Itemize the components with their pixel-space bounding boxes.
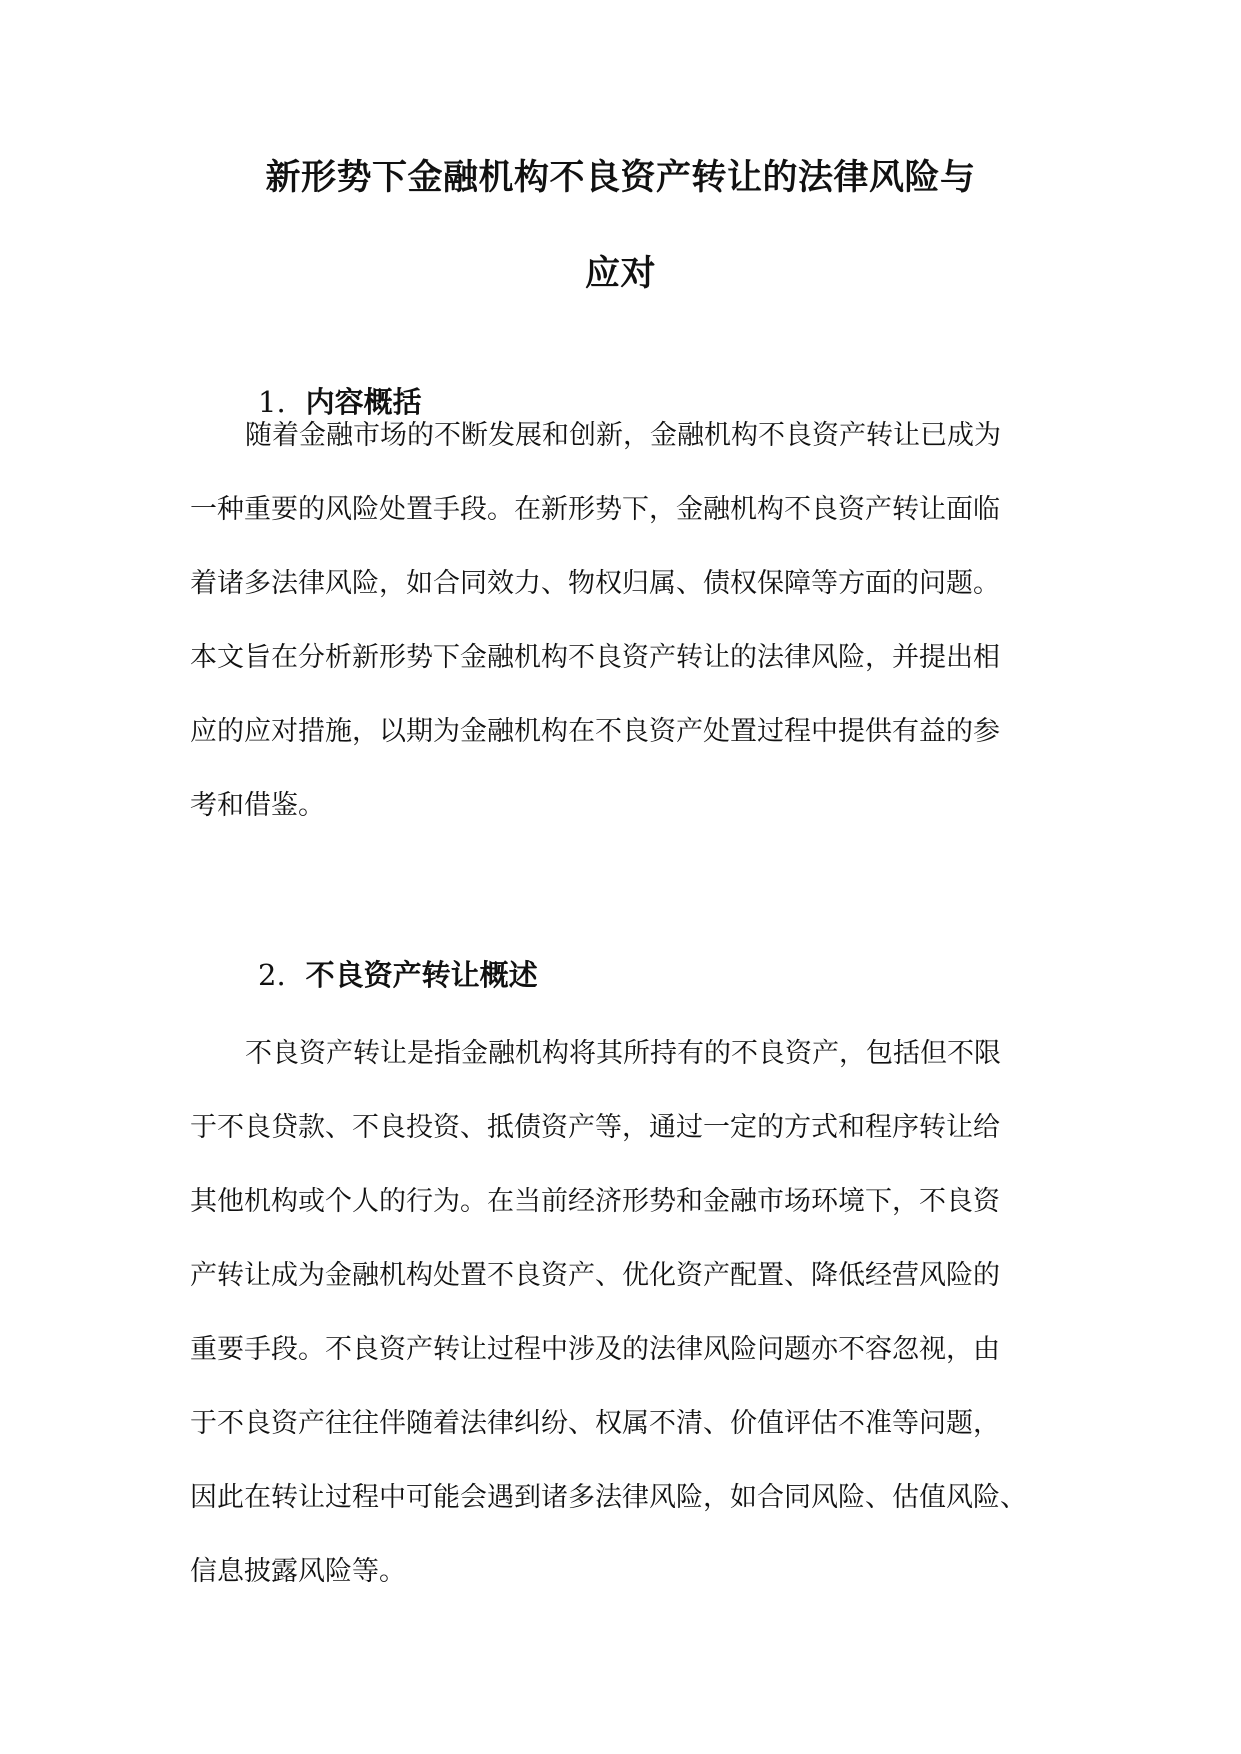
paragraph-line: 着诸多法律风险，如合同效力、物权归属、债权保障等方面的问题。: [190, 568, 1000, 599]
section-1-title: 内容概括: [305, 385, 422, 419]
section-2-number: 2.: [258, 958, 286, 992]
paragraph-line: 信息披露风险等。: [190, 1556, 406, 1587]
paragraph-line: 重要手段。不良资产转让过程中涉及的法律风险问题亦不容忽视，由: [190, 1334, 1000, 1365]
document-title-line-2: 应对: [584, 254, 656, 294]
paragraph-line: 其他机构或个人的行为。在当前经济形势和金融市场环境下，不良资: [190, 1186, 1000, 1217]
paragraph-line: 应的应对措施，以期为金融机构在不良资产处置过程中提供有益的参: [190, 716, 1000, 747]
paragraph-line: 于不良资产往往伴随着法律纠纷、权属不清、价值评估不准等问题，: [190, 1408, 1000, 1439]
section-2-title: 不良资产转让概述: [305, 958, 538, 992]
paragraph-line: 随着金融市场的不断发展和创新，金融机构不良资产转让已成为: [245, 420, 1001, 451]
section-1-heading: [258, 384, 422, 420]
paragraph-line: 因此在转让过程中可能会遇到诸多法律风险，如合同风险、估值风险、: [190, 1482, 1027, 1513]
section-2-heading: [258, 957, 538, 993]
document-title-line-1: 新形势下金融机构不良资产转让的法律风险与: [265, 158, 976, 198]
paragraph-line: 本文旨在分析新形势下金融机构不良资产转让的法律风险，并提出相: [190, 642, 1000, 673]
paragraph-line: 不良资产转让是指金融机构将其所持有的不良资产，包括但不限: [245, 1038, 1001, 1069]
paragraph-line: 一种重要的风险处置手段。在新形势下，金融机构不良资产转让面临: [190, 494, 1000, 525]
paragraph-line: 考和借鉴。: [190, 790, 325, 821]
paragraph-line: 产转让成为金融机构处置不良资产、优化资产配置、降低经营风险的: [190, 1260, 1000, 1291]
paragraph-line: 于不良贷款、不良投资、抵债资产等，通过一定的方式和程序转让给: [190, 1112, 1000, 1143]
section-1-number: 1.: [258, 385, 286, 419]
